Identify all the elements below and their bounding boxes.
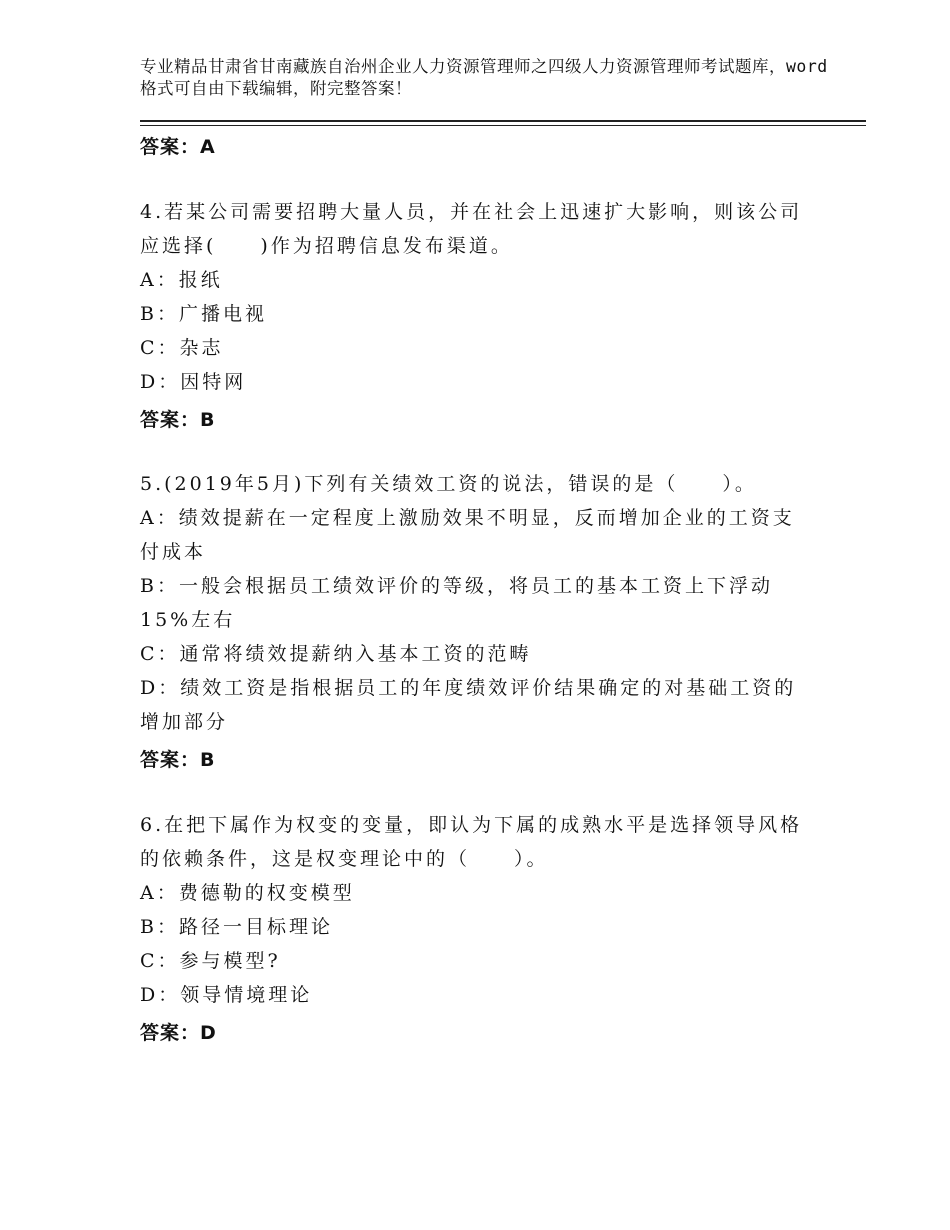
header-rule-thin (140, 125, 866, 126)
option-d: D：因特网 (140, 371, 247, 393)
previous-answer: 答案：A (140, 136, 216, 158)
option-d: D：领导情境理论 (140, 984, 313, 1006)
option-b: B：广播电视 (140, 303, 267, 325)
option-a: A：费德勒的权变模型 (140, 882, 355, 904)
header-rule-thick (140, 120, 866, 122)
answer: 答案：B (140, 409, 216, 431)
answer: 答案：D (140, 1022, 217, 1044)
question-stem: 4.若某公司需要招聘大量人员，并在社会上迅速扩大影响，则该公司应选择( )作为招聘信息发布渠道。 (140, 201, 803, 257)
option-a: A：绩效提薪在一定程度上激励效果不明显，反而增加企业的工资支付成本 (140, 507, 795, 563)
header-title: 专业精品甘肃省甘南藏族自治州企业人力资源管理师之四级人力资源管理师考试题库，word格式可自由下载编辑，附完整答案！ (140, 57, 828, 98)
option-b: B：一般会根据员工绩效评价的等级，将员工的基本工资上下浮动15%左右 (140, 575, 773, 631)
option-c: C：参与模型? (140, 950, 281, 972)
option-d: D：绩效工资是指根据员工的年度绩效评价结果确定的对基础工资的增加部分 (140, 677, 797, 733)
question-stem: 5.(2019年5月)下列有关绩效工资的说法，错误的是（ ）。 (140, 473, 757, 495)
option-b: B：路径一目标理论 (140, 916, 333, 938)
question-stem: 6.在把下属作为权变的变量，即认为下属的成熟水平是选择领导风格的依赖条件，这是权变理论中的（ ）。 (140, 814, 803, 870)
answer: 答案：B (140, 749, 216, 771)
option-a: A：报纸 (140, 269, 223, 291)
option-c: C：杂志 (140, 337, 224, 359)
option-c: C：通常将绩效提薪纳入基本工资的范畴 (140, 643, 532, 665)
